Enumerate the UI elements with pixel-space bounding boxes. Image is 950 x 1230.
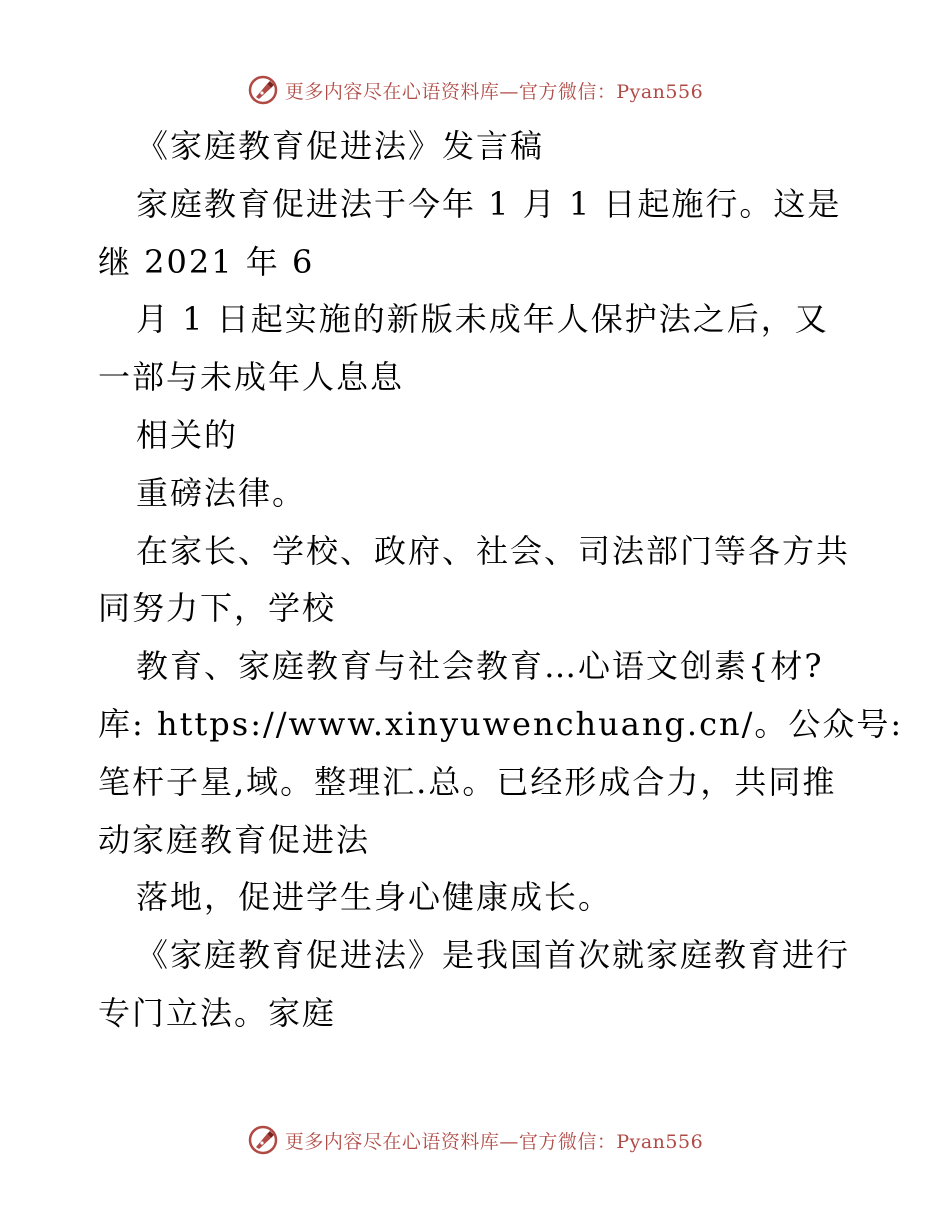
text-line: 在家长、学校、政府、社会、司法部门等各方共 (136, 531, 851, 570)
text-line: 落地，促进学生身心健康成长。 (136, 878, 613, 917)
pen-nib-logo-icon (247, 74, 279, 106)
document-title: 《家庭教育促进法》发言稿 (136, 127, 545, 165)
document-body (98, 118, 904, 1043)
text-line: 月 1 日起实施的新版未成年人保护法之后，又 (136, 300, 829, 339)
text-line: 重磅法律。 (136, 473, 307, 512)
footer-watermark-banner (0, 1120, 950, 1160)
text-line: 专门立法。家庭 (98, 993, 337, 1032)
text-line: 笔杆子星,域。整理汇.总。已经形成合力，共同推 (98, 762, 837, 801)
text-line: 一部与未成年人息息 (98, 358, 405, 397)
header-watermark-banner (0, 70, 950, 110)
text-line: 相关的 (136, 415, 239, 454)
text-line: 教育、家庭教育与社会教育…心语文创素{材? (136, 647, 824, 686)
text-line: 继 2021 年 6 (98, 242, 315, 281)
text-line: 动家庭教育促进法 (98, 820, 371, 859)
text-line: 同努力下，学校 (98, 589, 337, 628)
pen-nib-logo-icon (247, 1124, 279, 1156)
text-line: 家庭教育促进法于今年 1 月 1 日起施行。这是 (136, 184, 842, 223)
text-line: 库: https://www.xinyuwenchuang.cn/。公众号: (98, 704, 904, 743)
footer-watermark-text: 更多内容尽在心语资料库—官方微信：Pyan556 (284, 1130, 704, 1153)
header-watermark-text: 更多内容尽在心语资料库—官方微信：Pyan556 (284, 80, 704, 103)
text-line: 《家庭教育促进法》是我国首次就家庭教育进行 (136, 936, 851, 975)
